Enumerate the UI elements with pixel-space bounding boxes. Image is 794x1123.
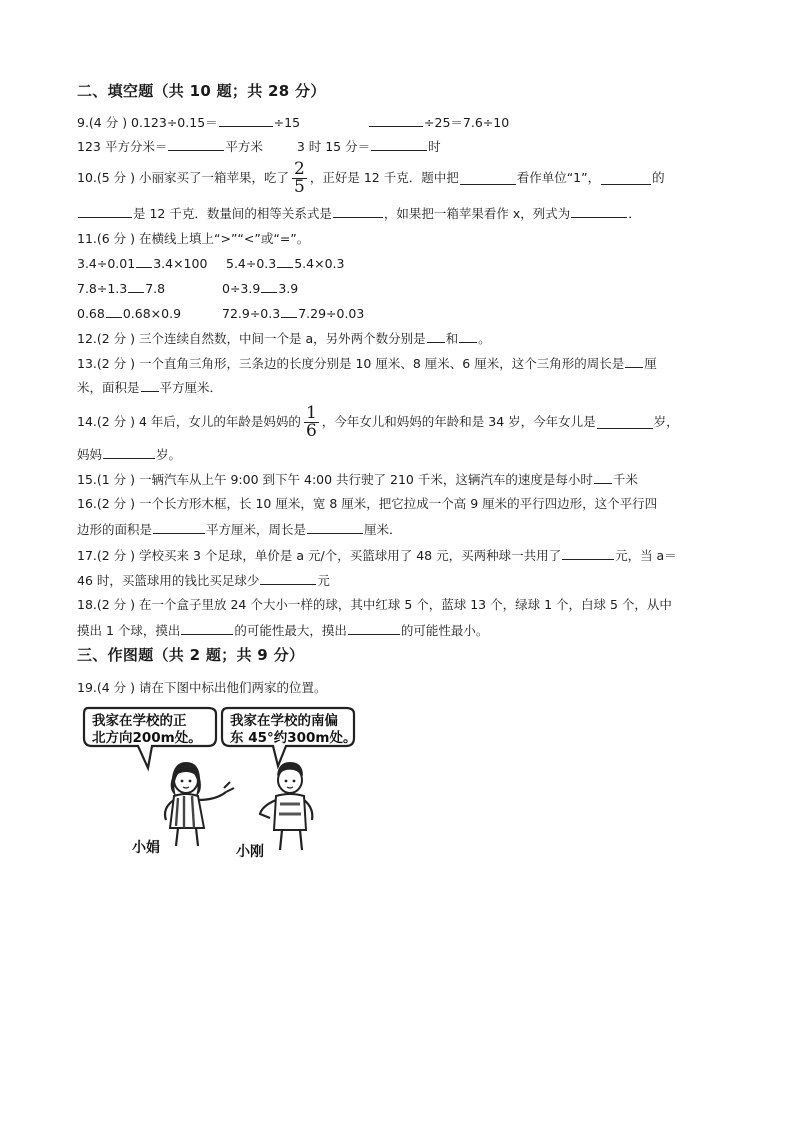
speech-bubble-right (222, 708, 356, 766)
compare-left: 0÷3.9 (222, 281, 261, 296)
fraction-one-sixth (304, 402, 319, 441)
answer-blank[interactable] (594, 470, 612, 484)
answer-blank[interactable] (281, 304, 297, 318)
two-children-illustration (78, 700, 368, 870)
q9-unit-text: 平方米 (225, 139, 263, 154)
question-14-line1 (77, 402, 679, 442)
question-10-line1 (77, 158, 665, 198)
question-10-line2 (77, 204, 641, 223)
answer-blank[interactable] (369, 113, 423, 127)
answer-blank[interactable] (307, 520, 363, 534)
answer-blank[interactable] (597, 415, 653, 429)
q16-text: 边形的面积是 (77, 522, 153, 537)
speech-bubble-left (84, 708, 216, 768)
section-heading-drawing: 三、作图题（共 2 题；共 9 分） (77, 646, 305, 664)
question-18-line1: 18.(2 分 ) 在一个盒子里放 24 个大小一样的球，其中红球 5 个，蓝球 13 个，绿球 1 个，白球 5 个，从中 (77, 597, 672, 612)
answer-blank[interactable] (141, 378, 159, 392)
compare-right: 3.9 (278, 281, 299, 296)
q12-text: 12.(2 分 ) 三个连续自然数，中间一个是 a，另外两个数分别是 (77, 331, 426, 346)
question-11-title: 11.(6 分 ) 在横线上填上“>”“<”或“=”。 (77, 231, 310, 246)
question-13-line1 (77, 354, 657, 373)
q18-text: 的可能性最小。 (400, 623, 489, 638)
compare-left: 5.4÷0.3 (226, 256, 277, 271)
q17-text: 46 时，买篮球用的钱比买足球少 (77, 573, 260, 588)
answer-blank[interactable] (103, 445, 155, 459)
q14-text: 岁。 (156, 447, 182, 462)
answer-blank[interactable] (460, 171, 516, 185)
fraction-numerator: 1 (305, 402, 317, 423)
question-19: 19.(4 分 ) 请在下图中标出他们两家的位置。 (77, 680, 327, 695)
q16-text: 平方厘米，周长是 (206, 522, 307, 537)
boy-figure (260, 762, 312, 850)
answer-blank[interactable] (260, 571, 316, 585)
q10-text: 的 (652, 170, 665, 185)
answer-blank[interactable] (571, 204, 627, 218)
question-17-line1 (77, 546, 677, 565)
q14-text: 岁， (653, 414, 679, 429)
question-13-line2 (77, 378, 222, 397)
q17-text: 17.(2 分 ) 学校买来 3 个足球，单价是 a 元/个，买篮球用了 48 元，买两种球一共用了 (77, 548, 562, 563)
q13-text: 厘 (644, 356, 657, 371)
name-label-right: 小刚 (236, 844, 264, 860)
compare-right: 5.4×0.3 (294, 256, 345, 271)
answer-blank[interactable] (371, 137, 427, 151)
q10-text: 10.(5 分 ) 小丽家买了一箱苹果，吃了 (77, 170, 290, 185)
compare-item (222, 304, 364, 323)
q17-text: 元 (317, 573, 330, 588)
question-14-line2 (77, 445, 181, 464)
q17-text: 元，当 a＝ (615, 548, 677, 563)
q10-text: ，如果把一箱苹果看作 x，列式为 (383, 206, 571, 221)
q9-mid1: ÷15 (273, 115, 301, 130)
answer-blank[interactable] (625, 354, 643, 368)
answer-blank[interactable] (459, 329, 477, 343)
question-15 (77, 470, 638, 489)
q13-text: 13.(2 分 ) 一个直角三角形，三条边的长度分别是 10 厘米、8 厘米、6 厘米，这个三角形的周长是 (77, 356, 625, 371)
answer-blank[interactable] (136, 254, 152, 268)
bubble-left-line2: 北方向200m处。 (92, 730, 202, 746)
q10-text: 看作单位“1”， (516, 170, 601, 185)
answer-blank[interactable] (261, 279, 277, 293)
compare-left: 0.68 (77, 306, 105, 321)
fraction-two-fifths (292, 158, 307, 197)
q13-text: 米，面积是 (77, 380, 140, 395)
q15-text: 千米 (612, 472, 638, 487)
answer-blank[interactable] (106, 304, 122, 318)
fraction-denominator: 5 (294, 176, 305, 197)
q18-text: 的可能性最大，摸出 (234, 623, 347, 638)
compare-item (226, 254, 344, 273)
q10-text: ． (628, 206, 641, 221)
q18-text: 摸出 1 个球，摸出 (77, 623, 181, 638)
answer-blank[interactable] (333, 204, 383, 218)
question-12 (77, 329, 491, 348)
compare-item (77, 254, 207, 273)
q14-text: 妈妈 (77, 447, 103, 462)
q9-unit-text: 123 平方分米＝ (77, 139, 168, 154)
question-18-line2 (77, 621, 488, 640)
answer-blank[interactable] (601, 171, 651, 185)
q12-text: 。 (478, 331, 491, 346)
q12-text: 和 (445, 331, 459, 346)
q16-text: 厘米． (364, 522, 402, 537)
q9-unit-text: 3 时 15 分＝ (296, 139, 371, 154)
compare-right: 7.29÷0.03 (298, 306, 365, 321)
q9-mid2: ÷25＝7.6÷10 (424, 115, 510, 130)
compare-item (222, 279, 298, 298)
q9-prefix: 9.(4 分 ) 0.123÷0.15＝ (77, 115, 218, 130)
q14-text: ，今年女儿和妈妈的年龄和是 34 岁，今年女儿是 (321, 414, 596, 429)
question-9-line1 (77, 113, 509, 132)
question-16-line2 (77, 520, 402, 539)
answer-blank[interactable] (168, 137, 224, 151)
compare-left: 72.9÷0.3 (222, 306, 281, 321)
q9-unit-text: 时 (428, 139, 441, 154)
bubble-right-line1: 我家在学校的南偏 (230, 713, 338, 729)
q14-text: 14.(2 分 ) 4 年后，女儿的年龄是妈妈的 (77, 414, 301, 429)
compare-right: 0.68×0.9 (122, 306, 182, 321)
compare-item (77, 279, 165, 298)
answer-blank[interactable] (128, 279, 144, 293)
compare-left: 3.4÷0.01 (77, 256, 136, 271)
fraction-numerator: 2 (294, 158, 305, 179)
compare-right: 3.4×100 (153, 256, 208, 271)
q15-text: 15.(1 分 ) 一辆汽车从上午 9:00 到下午 4:00 共行驶了 210 千米，这辆汽车的速度是每小时 (77, 472, 593, 487)
answer-blank[interactable] (427, 329, 445, 343)
section-heading-fill-in: 二、填空题（共 10 题；共 28 分） (77, 82, 326, 100)
q13-text: 平方厘米． (159, 380, 223, 395)
answer-blank[interactable] (153, 520, 205, 534)
question-16-line1: 16.(2 分 ) 一个长方形木框，长 10 厘米，宽 8 厘米，把它拉成一个高 9 厘米的平行四边形，这个平行四 (77, 496, 658, 511)
answer-blank[interactable] (78, 204, 132, 218)
fraction-denominator: 6 (305, 420, 317, 441)
q10-text: 是 12 千克．数量间的相等关系式是 (133, 206, 332, 221)
bubble-left-line1: 我家在学校的正 (92, 713, 187, 729)
q10-text: ，正好是 12 千克．题中把 (309, 170, 459, 185)
bubble-right-line2: 东 45°约300m处。 (230, 730, 357, 746)
compare-item (77, 304, 181, 323)
name-label-left: 小娟 (132, 840, 160, 856)
question-17-line2 (77, 571, 330, 590)
answer-blank[interactable] (348, 621, 400, 635)
answer-blank[interactable] (219, 113, 273, 127)
answer-blank[interactable] (562, 546, 614, 560)
compare-left: 7.8÷1.3 (77, 281, 128, 296)
answer-blank[interactable] (277, 254, 293, 268)
girl-figure (165, 762, 234, 846)
compare-right: 7.8 (145, 281, 166, 296)
question-9-line2 (77, 137, 441, 156)
answer-blank[interactable] (181, 621, 233, 635)
